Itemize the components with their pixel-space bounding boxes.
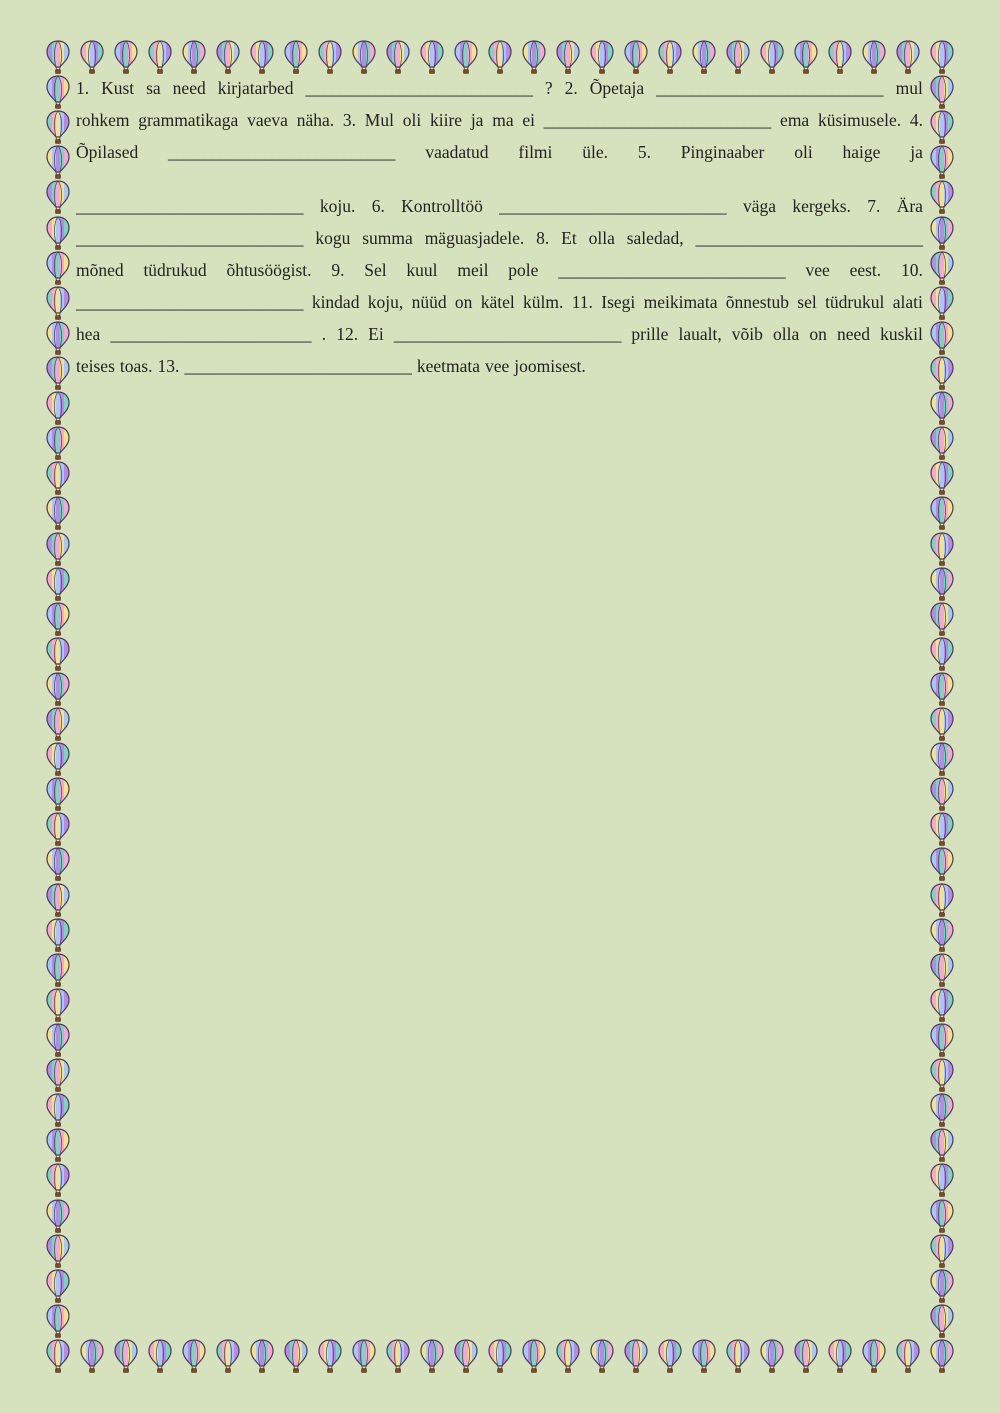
hot-air-balloon-icon [46, 1269, 70, 1303]
word: laualt, [678, 324, 722, 344]
hot-air-balloon-icon [590, 1339, 614, 1373]
worksheet-line [76, 190, 923, 222]
hot-air-balloon-icon [46, 777, 70, 811]
hot-air-balloon-icon [318, 1339, 342, 1373]
hot-air-balloon-icon [828, 40, 852, 74]
word: olla [588, 228, 615, 248]
word: ? [544, 78, 553, 98]
word: pole [508, 260, 539, 280]
word: olla [773, 324, 800, 344]
hot-air-balloon-icon [862, 40, 886, 74]
word: 12. [336, 324, 359, 344]
hot-air-balloon-icon [46, 40, 70, 74]
word: Sel [364, 260, 387, 280]
word: Ei [368, 324, 384, 344]
hot-air-balloon-icon [930, 1023, 954, 1057]
hot-air-balloon-icon [46, 1128, 70, 1162]
hot-air-balloon-icon [930, 321, 954, 355]
hot-air-balloon-icon [216, 1339, 240, 1373]
hot-air-balloon-icon [46, 1304, 70, 1338]
word: mul [895, 78, 923, 98]
hot-air-balloon-icon [896, 1339, 920, 1373]
word: saledad, [626, 228, 684, 248]
hot-air-balloon-icon [930, 567, 954, 601]
hot-air-balloon-icon [862, 1339, 886, 1373]
hot-air-balloon-icon [930, 812, 954, 846]
hot-air-balloon-icon [420, 40, 444, 74]
hot-air-balloon-icon [522, 40, 546, 74]
hot-air-balloon-icon [658, 40, 682, 74]
hot-air-balloon-icon [46, 953, 70, 987]
hot-air-balloon-icon [454, 1339, 478, 1373]
hot-air-balloon-icon [46, 1093, 70, 1127]
word: küsimusele. [817, 110, 902, 130]
hot-air-balloon-icon [930, 1058, 954, 1092]
answer-blank[interactable]: __________________________ [168, 142, 396, 162]
hot-air-balloon-icon [930, 391, 954, 425]
hot-air-balloon-icon [386, 40, 410, 74]
word: oli [402, 110, 422, 130]
hot-air-balloon-icon [46, 1339, 70, 1373]
word: summa [362, 228, 413, 248]
word: nüüd [411, 292, 447, 312]
word: vaeva [247, 110, 288, 130]
hot-air-balloon-icon [930, 496, 954, 530]
word: meikimata [643, 292, 718, 312]
hot-air-balloon-icon [46, 812, 70, 846]
worksheet-line [76, 286, 923, 318]
word: ja [470, 110, 484, 130]
word: Isegi [601, 292, 636, 312]
hot-air-balloon-icon [930, 251, 954, 285]
word: need [172, 78, 206, 98]
hot-air-balloon-icon [46, 602, 70, 636]
answer-blank[interactable]: __________________________ [393, 324, 622, 344]
hot-air-balloon-icon [46, 637, 70, 671]
answer-blank[interactable]: __________________________ [499, 196, 727, 216]
hot-air-balloon-icon [250, 40, 274, 74]
hot-air-balloon-icon [930, 918, 954, 952]
word: võib [731, 324, 763, 344]
hot-air-balloon-icon [930, 953, 954, 987]
hot-air-balloon-icon [930, 883, 954, 917]
word: oli [794, 142, 813, 162]
hot-air-balloon-icon [46, 145, 70, 179]
word: koju, [367, 292, 404, 312]
hot-air-balloon-icon [46, 321, 70, 355]
hot-air-balloon-icon [930, 742, 954, 776]
worksheet-line [76, 222, 923, 254]
word: kirjatarbed [217, 78, 294, 98]
hot-air-balloon-icon [930, 75, 954, 109]
hot-air-balloon-icon [46, 356, 70, 390]
hot-air-balloon-icon [624, 40, 648, 74]
hot-air-balloon-icon [80, 40, 104, 74]
word: kuskil [880, 324, 923, 344]
word: vee [485, 356, 510, 376]
word: sa [146, 78, 161, 98]
hot-air-balloon-icon [930, 180, 954, 214]
hot-air-balloon-icon [352, 40, 376, 74]
word: Kontrolltöö [401, 196, 483, 216]
hot-air-balloon-icon [488, 1339, 512, 1373]
word: vaadatud [425, 142, 489, 162]
word: üle. [582, 142, 608, 162]
worksheet-line [76, 104, 923, 136]
word: 13. [157, 356, 180, 376]
answer-blank[interactable]: __________________________ [695, 228, 923, 248]
hot-air-balloon-icon [488, 40, 512, 74]
hot-air-balloon-icon [658, 1339, 682, 1373]
word: Mul [364, 110, 394, 130]
hot-air-balloon-icon [80, 1339, 104, 1373]
word: 3. [342, 110, 356, 130]
hot-air-balloon-icon [420, 1339, 444, 1373]
hot-air-balloon-icon [46, 707, 70, 741]
word: joomisest. [514, 356, 586, 376]
hot-air-balloon-icon [46, 75, 70, 109]
word: kergeks. [792, 196, 851, 216]
hot-air-balloon-icon [46, 1058, 70, 1092]
hot-air-balloon-icon [114, 1339, 138, 1373]
hot-air-balloon-icon [46, 1023, 70, 1057]
word: 1. [76, 78, 90, 98]
word: kogu [315, 228, 351, 248]
hot-air-balloon-icon [352, 1339, 376, 1373]
word: 9. [331, 260, 345, 280]
answer-blank[interactable]: __________________________ [184, 356, 412, 376]
word: 11. [571, 292, 593, 312]
word: Õpilased [76, 142, 139, 162]
hot-air-balloon-icon [930, 637, 954, 671]
hot-air-balloon-icon [46, 883, 70, 917]
hot-air-balloon-icon [930, 40, 954, 74]
word: ma [492, 110, 514, 130]
hot-air-balloon-icon [386, 1339, 410, 1373]
hot-air-balloon-icon [556, 40, 580, 74]
word: 6. [371, 196, 385, 216]
hot-air-balloon-icon [930, 602, 954, 636]
hot-air-balloon-icon [930, 707, 954, 741]
word: näha. [296, 110, 335, 130]
worksheet-line [76, 318, 923, 350]
hot-air-balloon-icon [46, 216, 70, 250]
hot-air-balloon-icon [692, 1339, 716, 1373]
hot-air-balloon-icon [46, 1199, 70, 1233]
hot-air-balloon-icon [148, 1339, 172, 1373]
word: meil [457, 260, 489, 280]
word: õhtusöögist. [226, 260, 312, 280]
word: rohkem [76, 110, 130, 130]
hot-air-balloon-icon [182, 1339, 206, 1373]
hot-air-balloon-icon [522, 1339, 546, 1373]
word: 2. [564, 78, 578, 98]
hot-air-balloon-icon [624, 1339, 648, 1373]
hot-air-balloon-icon [760, 1339, 784, 1373]
hot-air-balloon-icon [284, 40, 308, 74]
worksheet-line [76, 254, 923, 286]
word: kindad [311, 292, 360, 312]
word: need [836, 324, 870, 344]
hot-air-balloon-icon [794, 1339, 818, 1373]
hot-air-balloon-icon [46, 496, 70, 530]
hot-air-balloon-icon [930, 216, 954, 250]
word: grammatikaga [138, 110, 239, 130]
word: kiire [429, 110, 463, 130]
word: on [809, 324, 827, 344]
hot-air-balloon-icon [930, 145, 954, 179]
hot-air-balloon-icon [930, 110, 954, 144]
word: toas. [119, 356, 153, 376]
word: Et [561, 228, 577, 248]
answer-blank[interactable]: __________________________ [76, 228, 304, 248]
hot-air-balloon-icon [930, 1199, 954, 1233]
word: hea [76, 324, 101, 344]
hot-air-balloon-icon [556, 1339, 580, 1373]
word: ja [910, 142, 923, 162]
word: vee [805, 260, 830, 280]
hot-air-balloon-icon [930, 356, 954, 390]
answer-blank[interactable]: __________________________ [76, 196, 304, 216]
hot-air-balloon-icon [930, 672, 954, 706]
answer-blank[interactable]: __________________________ [305, 78, 533, 98]
word: külm. [523, 292, 564, 312]
word: Pinginaaber [680, 142, 765, 162]
hot-air-balloon-icon [46, 918, 70, 952]
hot-air-balloon-icon [46, 988, 70, 1022]
hot-air-balloon-icon [318, 40, 342, 74]
hot-air-balloon-icon [930, 1304, 954, 1338]
hot-air-balloon-icon [930, 988, 954, 1022]
hot-air-balloon-icon [590, 40, 614, 74]
hot-air-balloon-icon [794, 40, 818, 74]
hot-air-balloon-icon [46, 461, 70, 495]
word: 8. [536, 228, 550, 248]
word: 7. [867, 196, 881, 216]
word: alati [892, 292, 923, 312]
hot-air-balloon-icon [726, 40, 750, 74]
fill-in-the-blank-worksheet [76, 72, 923, 382]
word: ei [522, 110, 536, 130]
hot-air-balloon-icon [930, 1269, 954, 1303]
worksheet-line [76, 72, 923, 104]
word: 5. [637, 142, 651, 162]
word: 4. [909, 110, 923, 130]
answer-blank[interactable]: __________________________ [558, 260, 786, 280]
word: eest. [849, 260, 882, 280]
hot-air-balloon-icon [930, 847, 954, 881]
answer-blank[interactable]: __________________________ [76, 292, 304, 312]
word: teises [76, 356, 115, 376]
worksheet-line [76, 350, 923, 382]
hot-air-balloon-icon [46, 286, 70, 320]
hot-air-balloon-icon [46, 847, 70, 881]
word: tüdrukud [143, 260, 207, 280]
worksheet-line [76, 136, 923, 168]
hot-air-balloon-icon [726, 1339, 750, 1373]
hot-air-balloon-icon [930, 1093, 954, 1127]
word: sel [797, 292, 817, 312]
hot-air-balloon-icon [250, 1339, 274, 1373]
word: haige [842, 142, 881, 162]
hot-air-balloon-icon [930, 1163, 954, 1197]
hot-air-balloon-icon [182, 40, 206, 74]
hot-air-balloon-icon [692, 40, 716, 74]
hot-air-balloon-icon [46, 251, 70, 285]
word: ema [780, 110, 810, 130]
hot-air-balloon-icon [896, 40, 920, 74]
hot-air-balloon-icon [760, 40, 784, 74]
word: Ära [896, 196, 923, 216]
answer-blank[interactable]: _______________________ [110, 324, 312, 344]
hot-air-balloon-icon [930, 532, 954, 566]
word: Õpetaja [589, 78, 645, 98]
word: koju. [319, 196, 356, 216]
hot-air-balloon-icon [46, 1163, 70, 1197]
hot-air-balloon-icon [216, 40, 240, 74]
hot-air-balloon-icon [930, 426, 954, 460]
hot-air-balloon-icon [46, 672, 70, 706]
answer-blank[interactable]: __________________________ [543, 110, 772, 130]
word: 10. [900, 260, 923, 280]
word: kuul [406, 260, 438, 280]
word: on [454, 292, 473, 312]
answer-blank[interactable]: __________________________ [656, 78, 884, 98]
hot-air-balloon-icon [930, 777, 954, 811]
word: mõned [76, 260, 124, 280]
hot-air-balloon-icon [46, 742, 70, 776]
word: Kust [101, 78, 135, 98]
hot-air-balloon-icon [46, 532, 70, 566]
word: mäguasjadele. [424, 228, 525, 248]
word: tüdrukul [825, 292, 885, 312]
word: kätel [480, 292, 515, 312]
hot-air-balloon-icon [828, 1339, 852, 1373]
word: filmi [518, 142, 553, 162]
hot-air-balloon-icon [454, 40, 478, 74]
hot-air-balloon-icon [930, 461, 954, 495]
hot-air-balloon-icon [284, 1339, 308, 1373]
word: prille [631, 324, 669, 344]
hot-air-balloon-icon [46, 1234, 70, 1268]
hot-air-balloon-icon [46, 567, 70, 601]
hot-air-balloon-icon [46, 110, 70, 144]
hot-air-balloon-icon [930, 1339, 954, 1373]
paragraph-gap [76, 168, 923, 190]
hot-air-balloon-icon [930, 1234, 954, 1268]
hot-air-balloon-icon [148, 40, 172, 74]
hot-air-balloon-icon [930, 1128, 954, 1162]
hot-air-balloon-icon [46, 426, 70, 460]
hot-air-balloon-icon [114, 40, 138, 74]
word: väga [743, 196, 777, 216]
word: . [321, 324, 327, 344]
word: õnnestub [725, 292, 789, 312]
hot-air-balloon-icon [930, 286, 954, 320]
hot-air-balloon-icon [46, 391, 70, 425]
hot-air-balloon-icon [46, 180, 70, 214]
word: keetmata [416, 356, 480, 376]
